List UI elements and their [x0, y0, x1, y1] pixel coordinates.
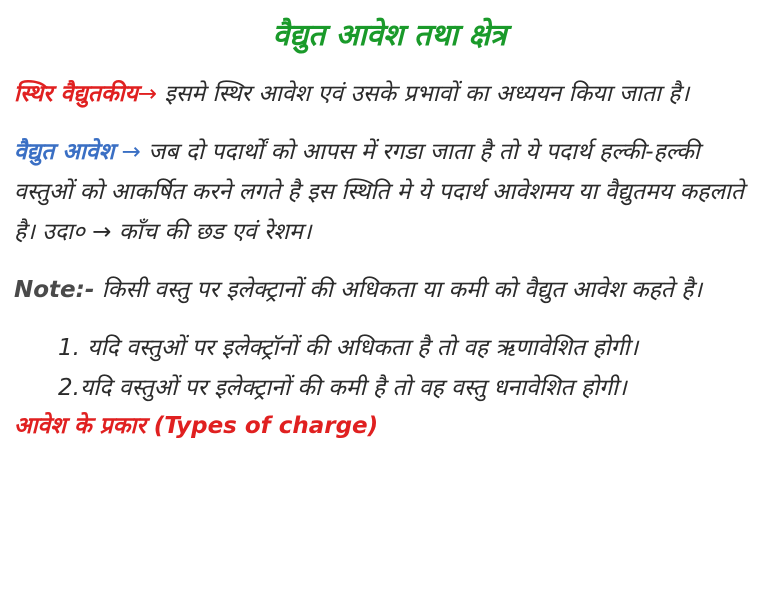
- electrostatics-label: स्थिर वैद्युतकीय: [14, 81, 138, 107]
- arrow-icon: →: [137, 81, 158, 107]
- list-item: 1. यदि वस्तुओं पर इलेक्ट्रॉनों की अधिकता है तो वह ऋणावेशित होगी।: [58, 335, 639, 361]
- electrostatics-text: इसमे स्थिर आवेश एवं उसके प्रभावों का अध्ययन किया जाता है।: [157, 81, 690, 107]
- electric-charge-paragraph: [14, 132, 765, 252]
- electric-charge-text: जब दो पदार्थों को आपस में रगडा जाता है तो ये पदार्थ हल्की-हल्की वस्तुओं को आकर्षित करने लगते है इस स्थिति मे ये पदार्थ आवेशमय या वैद्युतमय कहलाते है। उदा० → काँच की छड एवं रेशम।: [14, 139, 744, 245]
- page-title: वैद्युत आवेश तथा क्षेत्र: [272, 18, 507, 53]
- note-text: किसी वस्तु पर इलेक्ट्रानों की अधिकता या कमी को वैद्युत आवेश कहते है।: [94, 277, 703, 303]
- note-label: Note:-: [14, 277, 95, 303]
- note-paragraph: [14, 270, 765, 310]
- numbered-list: [14, 328, 765, 408]
- electric-charge-label: वैद्युत आवेश: [14, 139, 115, 165]
- list-item: 2.यदि वस्तुओं पर इलेक्ट्रानों की कमी है तो वह वस्तु धनावेशित होगी।: [58, 375, 627, 401]
- arrow-icon: →: [114, 139, 141, 165]
- electrostatics-paragraph: [14, 74, 765, 114]
- types-of-charge-heading: आवेश के प्रकार (Types of charge): [14, 413, 379, 439]
